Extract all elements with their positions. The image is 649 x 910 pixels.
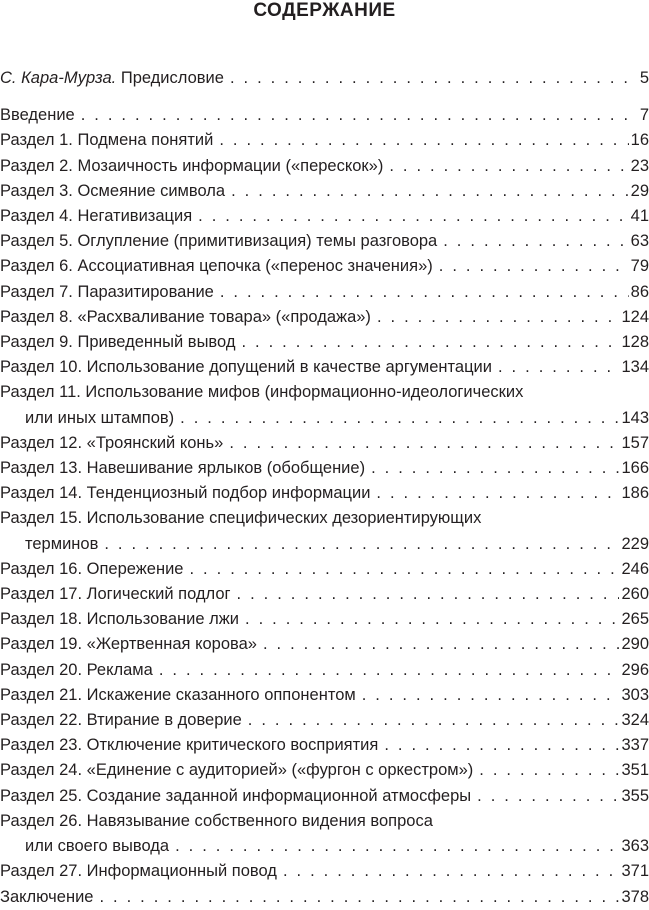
toc-entry-label: Раздел 14. Тенденциозный подбор информации xyxy=(0,484,371,503)
toc-page-number: 296 xyxy=(621,660,649,679)
toc-leader-dots xyxy=(389,154,628,179)
toc-entry[interactable] xyxy=(0,607,649,632)
toc-entry-label: Раздел 6. Ассоциативная цепочка («перенос значения») xyxy=(0,257,433,276)
toc-entry[interactable] xyxy=(0,128,649,153)
toc-entry[interactable] xyxy=(0,355,649,380)
toc-entry[interactable] xyxy=(0,683,649,708)
toc-entry-label: Раздел 10. Использование допущений в качестве аргументации xyxy=(0,358,492,377)
toc-entry[interactable] xyxy=(0,305,649,330)
toc-page-number: 157 xyxy=(621,433,649,452)
toc-entry-label: Раздел 1. Подмена понятий xyxy=(0,131,214,150)
toc-page-number: 124 xyxy=(621,307,649,326)
toc-leader-dots xyxy=(219,128,628,153)
toc-entry-label: Раздел 12. «Троянский конь» xyxy=(0,433,224,452)
toc-leader-dots xyxy=(81,103,638,128)
toc-entry[interactable] xyxy=(0,154,649,179)
toc-leader-dots xyxy=(230,66,638,91)
toc-leader-dots xyxy=(371,456,619,481)
toc-page-number: 229 xyxy=(621,534,649,553)
toc-leader-dots xyxy=(229,431,619,456)
toc-entry-label-line1: Раздел 15. Использование специфических дезориентирующих xyxy=(0,509,482,528)
toc-entry[interactable] xyxy=(0,885,649,910)
toc-entry-label: Заключение xyxy=(0,887,94,906)
toc-entry[interactable] xyxy=(0,708,649,733)
toc-entry-label: Раздел 3. Осмеяние символа xyxy=(0,181,226,200)
toc-entry[interactable] xyxy=(0,103,649,128)
toc-entry-multiline[interactable] xyxy=(0,809,649,859)
toc-entry-label: Раздел 25. Создание заданной информационной атмосферы xyxy=(0,786,472,805)
toc-leader-dots xyxy=(237,582,620,607)
toc-entry[interactable] xyxy=(0,179,649,204)
toc-page-number: 290 xyxy=(621,635,649,654)
toc-entry[interactable] xyxy=(0,254,649,279)
toc-entry-label: Раздел 9. Приведенный вывод xyxy=(0,333,236,352)
toc-page-number: 143 xyxy=(621,408,649,427)
toc-entry-label: Раздел 20. Реклама xyxy=(0,660,153,679)
toc-entry[interactable] xyxy=(0,456,649,481)
toc-page-number: 79 xyxy=(630,257,649,276)
toc-entry-multiline[interactable] xyxy=(0,506,649,556)
toc-entry-label: Введение xyxy=(0,106,75,125)
toc-leader-dots xyxy=(376,481,619,506)
toc-leader-dots xyxy=(443,229,628,254)
toc-leader-dots xyxy=(159,658,620,683)
toc-leader-dots xyxy=(180,406,619,431)
toc-entry-label: или иных штампов) xyxy=(25,408,175,427)
toc-page-number: 5 xyxy=(639,69,649,87)
toc-entry-label: Раздел 27. Информационный повод xyxy=(0,862,277,881)
toc-entry-label: Раздел 23. Отключение критического восприятия xyxy=(0,736,379,755)
toc-entry-label: Раздел 19. «Жертвенная корова» xyxy=(0,635,257,654)
toc-page-number: 246 xyxy=(621,559,649,578)
toc-entry-multiline[interactable] xyxy=(0,380,649,430)
toc-leader-dots xyxy=(104,532,619,557)
toc-leader-dots xyxy=(175,834,619,859)
toc-page-number: 63 xyxy=(630,232,649,251)
toc-entry[interactable] xyxy=(0,632,649,657)
toc-page-number: 378 xyxy=(621,887,649,906)
toc-entry-label: Раздел 13. Навешивание ярлыков (обобщение) xyxy=(0,459,366,478)
toc-entry-label: Раздел 24. «Единение с аудиторией» («фургон с оркестром») xyxy=(0,761,474,780)
toc-leader-dots xyxy=(248,708,620,733)
toc-entry-label xyxy=(0,66,224,91)
toc-page-number: 86 xyxy=(630,282,649,301)
toc-entry-label: Раздел 8. «Расхваливание товара» («продажа») xyxy=(0,307,371,326)
toc-page-number: 371 xyxy=(621,862,649,881)
toc-entry-label: Раздел 18. Использование лжи xyxy=(0,610,240,629)
toc-entry[interactable] xyxy=(0,758,649,783)
toc-leader-dots xyxy=(245,607,619,632)
toc-leader-dots xyxy=(384,733,619,758)
toc-page-number: 337 xyxy=(621,736,649,755)
toc-page-number: 324 xyxy=(621,711,649,730)
toc-entry[interactable] xyxy=(0,204,649,229)
toc-leader-dots xyxy=(231,179,629,204)
toc-entry-label: Раздел 4. Негативизация xyxy=(0,207,193,226)
toc-leader-dots xyxy=(198,204,629,229)
toc-page-number: 16 xyxy=(630,131,649,150)
toc-entry-label: Раздел 22. Втирание в доверие xyxy=(0,711,242,730)
toc-page-number: 303 xyxy=(621,685,649,704)
toc-entry[interactable] xyxy=(0,859,649,884)
toc-entry-label-line1: Раздел 11. Использование мифов (информационно-идеологических xyxy=(0,383,524,402)
toc-entry[interactable] xyxy=(0,658,649,683)
toc-entry[interactable] xyxy=(0,582,649,607)
toc-entry[interactable] xyxy=(0,280,649,305)
toc-leader-dots xyxy=(439,254,629,279)
toc-entry[interactable] xyxy=(0,784,649,809)
toc-entry[interactable] xyxy=(0,330,649,355)
toc-entry-label: Раздел 5. Оглупление (примитивизация) темы разговора xyxy=(0,232,438,251)
toc-entry-label: или своего вывода xyxy=(25,837,170,856)
toc-page-number: 355 xyxy=(621,786,649,805)
toc-entry[interactable] xyxy=(0,229,649,254)
toc-entry-label: терминов xyxy=(25,534,99,553)
toc-entry-label-line1: Раздел 26. Навязывание собственного видения вопроса xyxy=(0,811,433,830)
toc-page-number: 351 xyxy=(621,761,649,780)
toc-leader-dots xyxy=(241,330,619,355)
toc-page-number: 166 xyxy=(621,459,649,478)
toc-entry-label: Раздел 7. Паразитирование xyxy=(0,282,214,301)
toc-entry[interactable] xyxy=(0,481,649,506)
toc-entry[interactable] xyxy=(0,834,649,859)
toc-leader-dots xyxy=(99,885,619,910)
toc-leader-dots xyxy=(477,784,619,809)
toc-leader-dots xyxy=(263,632,620,657)
toc-leader-dots xyxy=(498,355,619,380)
table-of-contents xyxy=(0,66,649,910)
toc-page-number: 41 xyxy=(630,207,649,226)
toc-leader-dots xyxy=(220,280,629,305)
toc-author: С. Кара-Мурза. xyxy=(0,69,117,87)
toc-preface-title: Предисловие xyxy=(116,69,224,87)
toc-leader-dots xyxy=(377,305,620,330)
toc-entry-label: Раздел 17. Логический подлог xyxy=(0,585,231,604)
toc-entry[interactable] xyxy=(0,431,649,456)
toc-entry-preface[interactable] xyxy=(0,66,649,91)
page-title: СОДЕРЖАНИЕ xyxy=(253,0,396,21)
toc-leader-dots xyxy=(362,683,620,708)
toc-page-number: 260 xyxy=(621,585,649,604)
toc-list xyxy=(0,103,649,910)
toc-page-number: 363 xyxy=(621,837,649,856)
toc-leader-dots xyxy=(189,557,619,582)
toc-page-number: 134 xyxy=(621,358,649,377)
toc-leader-dots xyxy=(479,758,619,783)
toc-leader-dots xyxy=(283,859,620,884)
toc-entry-label: Раздел 21. Искажение сказанного оппонентом xyxy=(0,685,356,704)
toc-entry-label: Раздел 16. Опережение xyxy=(0,559,184,578)
toc-page-number: 29 xyxy=(630,181,649,200)
toc-page-number: 265 xyxy=(621,610,649,629)
toc-page-number: 23 xyxy=(630,156,649,175)
toc-entry-label: Раздел 2. Мозаичность информации («перескок») xyxy=(0,156,384,175)
toc-entry[interactable] xyxy=(0,406,649,431)
toc-entry[interactable] xyxy=(0,733,649,758)
toc-page-number: 7 xyxy=(639,106,649,125)
toc-page-number: 128 xyxy=(621,333,649,352)
toc-entry[interactable] xyxy=(0,557,649,582)
toc-page-number: 186 xyxy=(621,484,649,503)
toc-entry[interactable] xyxy=(0,532,649,557)
